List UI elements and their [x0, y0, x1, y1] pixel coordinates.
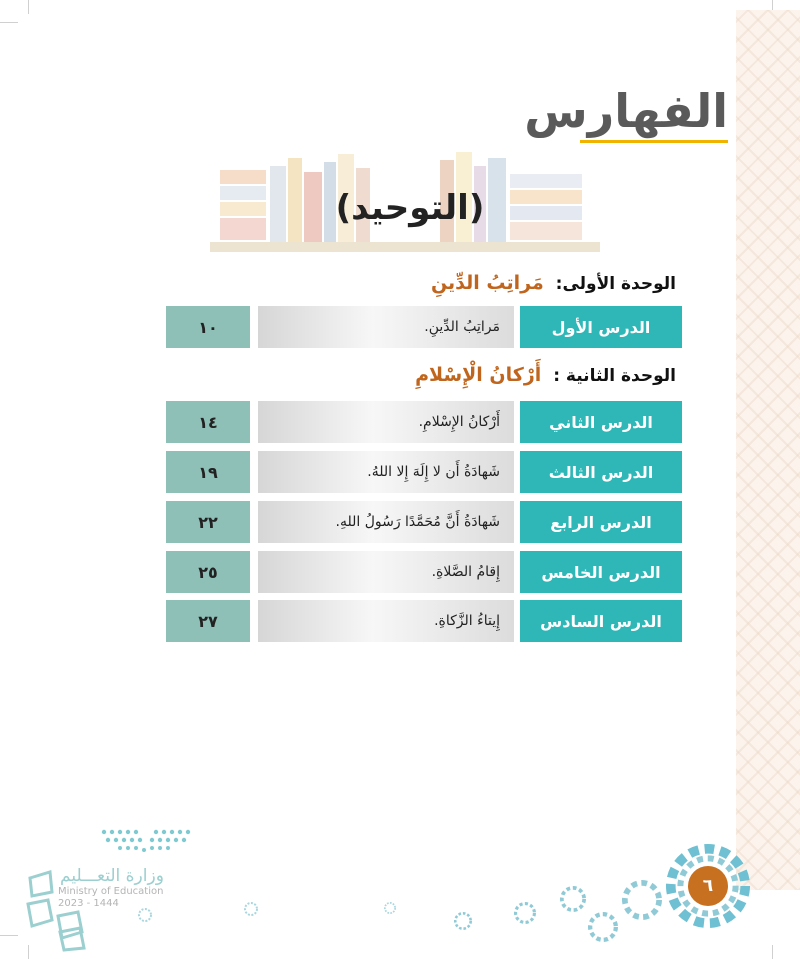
unit-topic: أَرْكانُ الْإِسْلامِ: [415, 364, 542, 386]
lesson-row[interactable]: [166, 451, 682, 493]
lesson-row[interactable]: [166, 501, 682, 543]
unit-heading: [431, 272, 676, 294]
unit-label: الوحدة الأولى:: [555, 274, 676, 294]
unit-topic: مَراتِبُ الدِّينِ: [430, 272, 544, 294]
rosette-icon: [244, 902, 258, 916]
page-title: الفهارس: [524, 84, 728, 138]
crop-mark: [772, 945, 773, 959]
crop-mark: [0, 22, 18, 23]
lesson-page: ١٩: [166, 451, 250, 493]
ministry-logo-dots-icon: [100, 828, 192, 858]
lesson-row[interactable]: [166, 551, 682, 593]
ministry-logo-year: 2023 - 1444: [58, 898, 119, 909]
lesson-title: مَراتِبُ الدِّينِ.: [258, 306, 514, 348]
lesson-name: الدرس الرابع: [520, 501, 682, 543]
lesson-page: ١٤: [166, 401, 250, 443]
rosette-icon: [454, 912, 472, 930]
crop-mark: [28, 0, 29, 14]
lesson-row[interactable]: [166, 306, 682, 348]
lesson-row[interactable]: [166, 401, 682, 443]
lesson-name: الدرس الثاني: [520, 401, 682, 443]
lesson-name: الدرس الخامس: [520, 551, 682, 593]
lesson-name: الدرس السادس: [520, 600, 682, 642]
lesson-page: ٢٥: [166, 551, 250, 593]
decorative-side-pattern: [736, 10, 800, 890]
ministry-logo-arabic: وزارة التعـــليم: [60, 866, 164, 886]
lesson-row[interactable]: [166, 600, 682, 642]
rosette-icon: [588, 912, 618, 942]
page-number: ٦: [688, 866, 728, 906]
lesson-title: إِقامُ الصَّلاةِ.: [258, 551, 514, 593]
lesson-title: إِيتاءُ الزَّكاةِ.: [258, 600, 514, 642]
lesson-title: أَرْكانُ الإِسْلامِ.: [258, 401, 514, 443]
crop-mark: [0, 935, 18, 936]
lesson-page: ٢٢: [166, 501, 250, 543]
lesson-name: الدرس الأول: [520, 306, 682, 348]
lesson-name: الدرس الثالث: [520, 451, 682, 493]
rosette-icon: [622, 880, 662, 920]
rosette-icon: [514, 902, 536, 924]
lesson-page: ٢٧: [166, 600, 250, 642]
rosette-icon: [384, 902, 396, 914]
rosette-icon: [138, 908, 152, 922]
title-underline: [580, 140, 728, 143]
lesson-page: ١٠: [166, 306, 250, 348]
lesson-title: شَهادَةُ أَن لا إِلَهَ إِلا اللهُ.: [258, 451, 514, 493]
lesson-title: شَهادَةُ أَنَّ مُحَمَّدًا رَسُولُ اللهِ.: [258, 501, 514, 543]
unit-heading: [415, 364, 676, 386]
rosette-icon: [560, 886, 586, 912]
unit-label: الوحدة الثانية :: [553, 366, 676, 386]
book-title: (التوحيد): [335, 188, 485, 228]
ministry-logo-english: Ministry of Education: [58, 886, 164, 897]
